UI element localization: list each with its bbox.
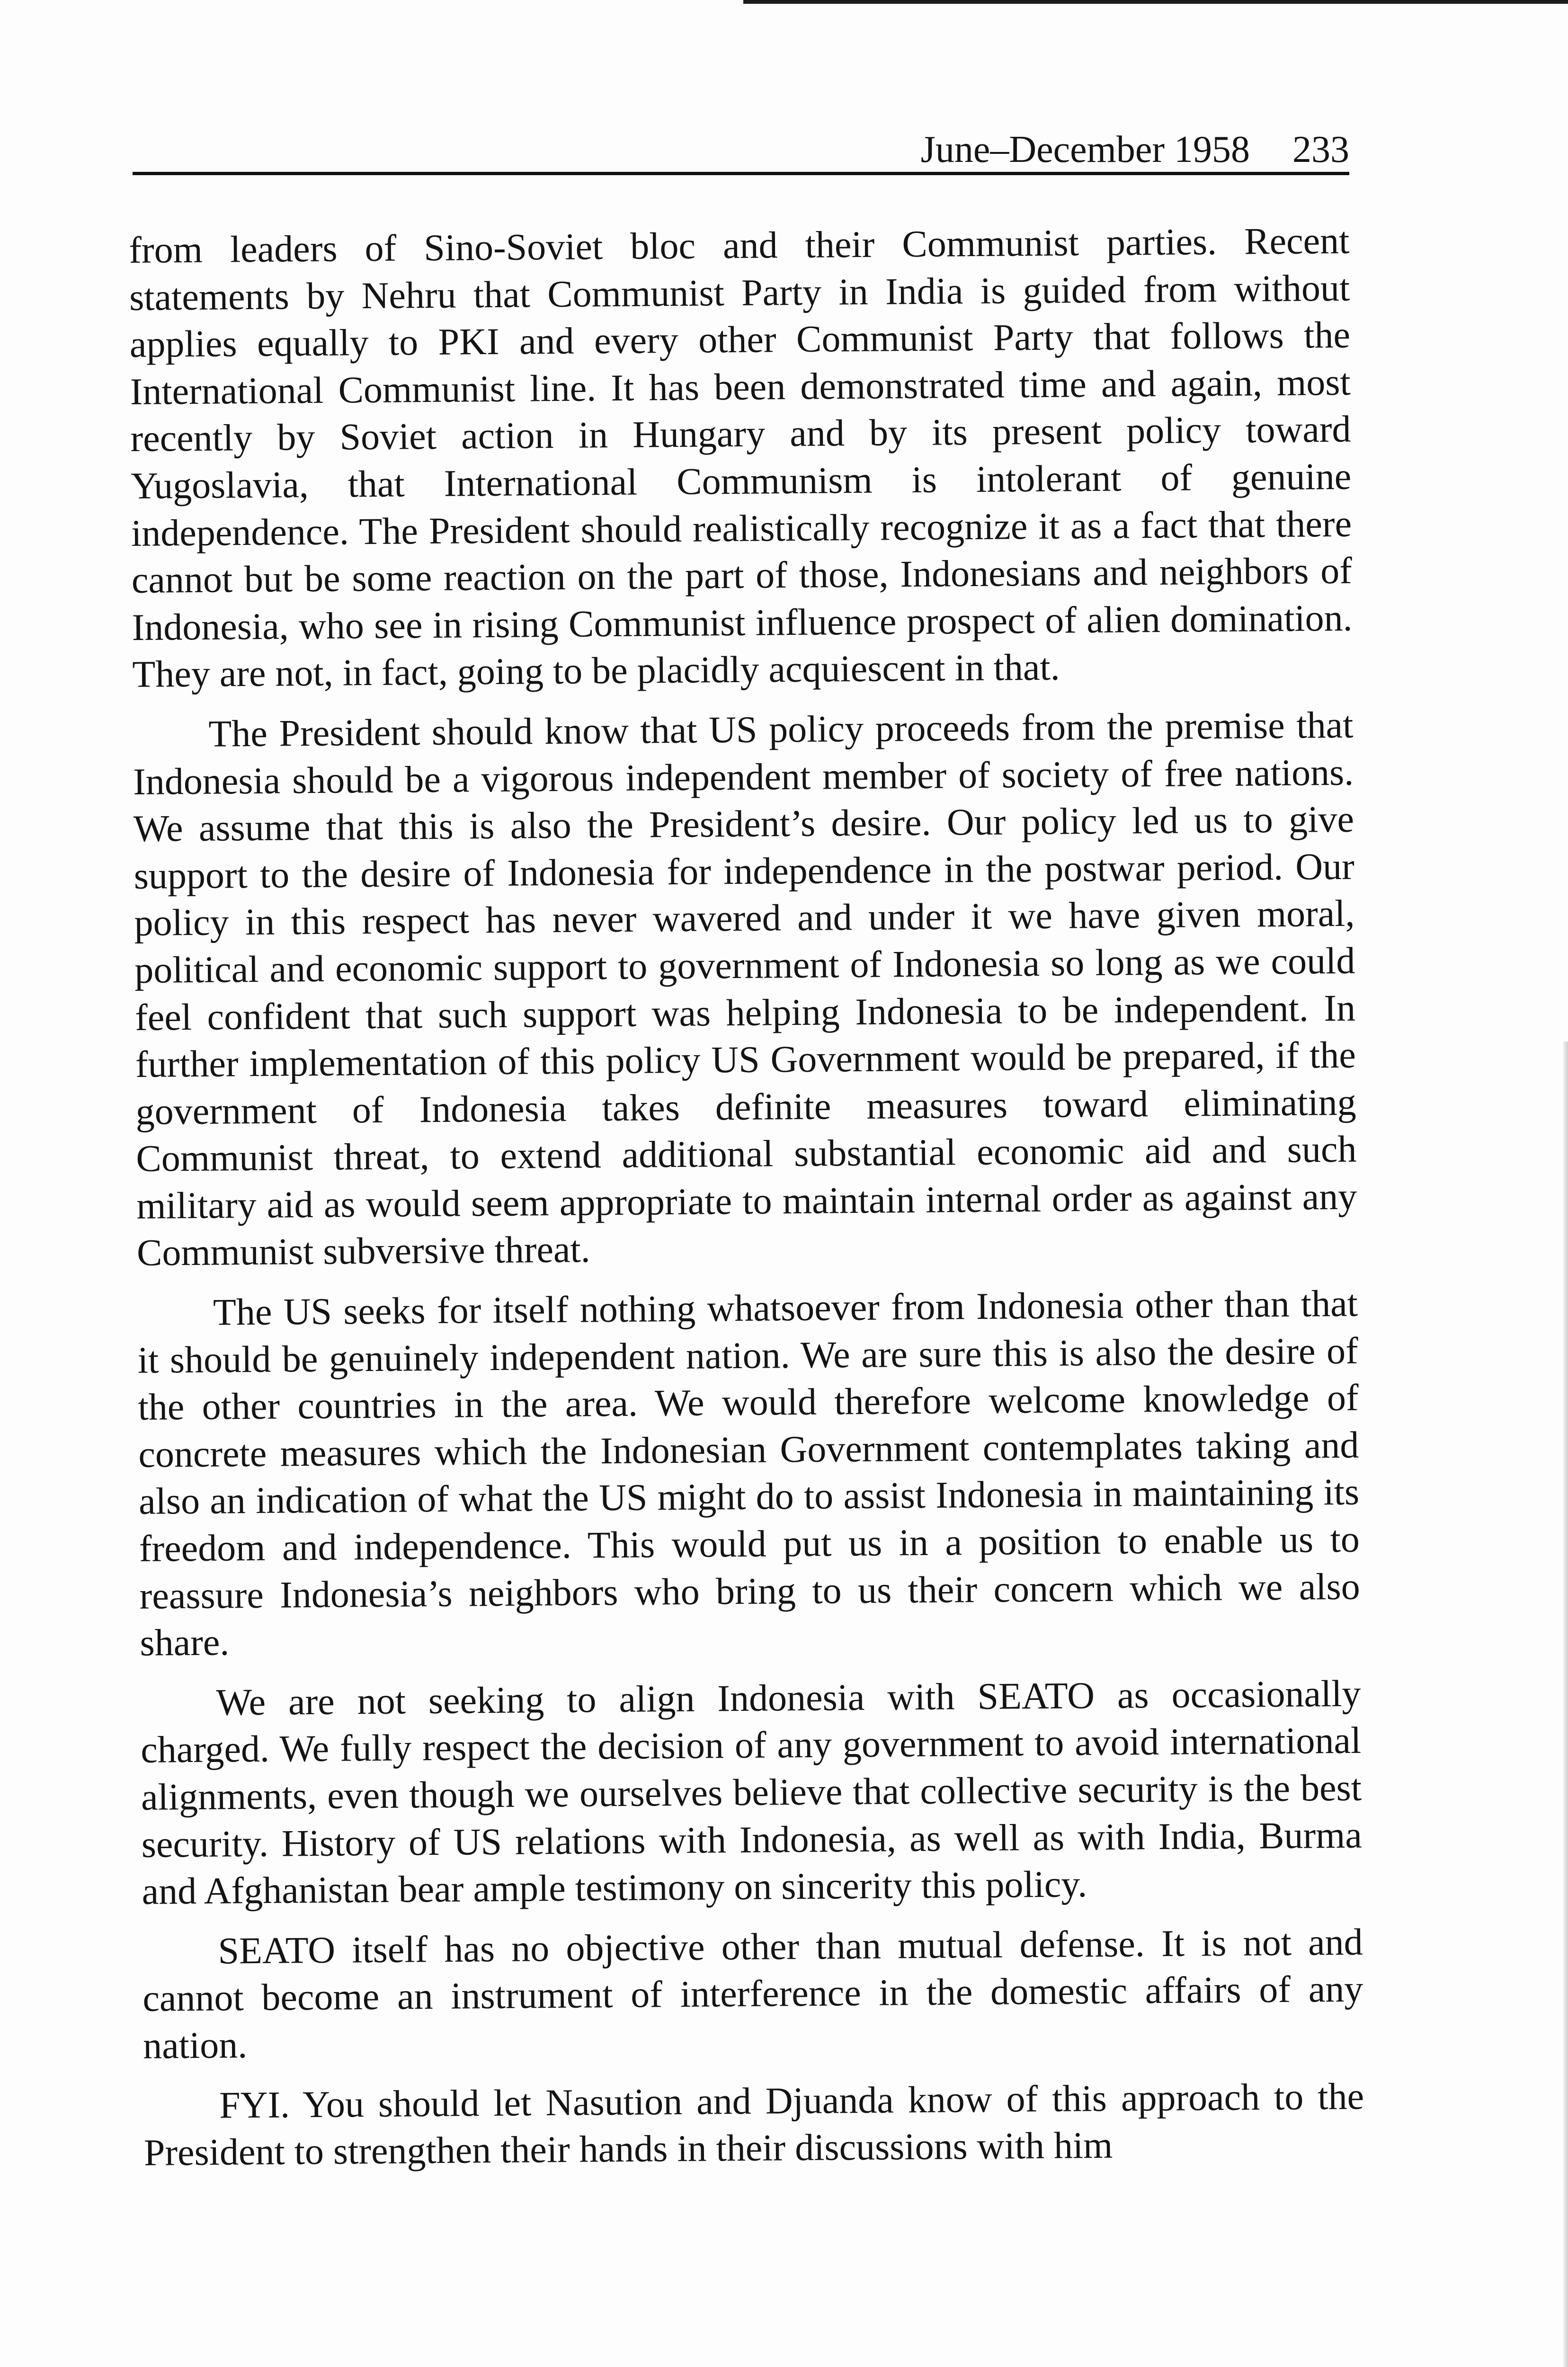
running-head-title: June–December 1958 bbox=[920, 129, 1250, 170]
header-rule bbox=[133, 172, 1349, 175]
paragraph-seato-defense: SEATO itself has no objective other than mutual defense. It is not and cannot become an instrument of interference in the domestic affairs of any nation. bbox=[143, 1921, 1363, 2067]
paragraph-fyi: FYI. You should let Nasution and Djuanda know of this approach to the President to strengthen their hands in their discussions with him bbox=[143, 2075, 1364, 2174]
paragraph-seato-align: We are not seeking to align Indonesia with SEATO as occasionally charged. We fully respect the decision of any government to avoid international alignments, even though we ourselves believe that collective security is the best security. History of US relations with Indonesia, as well as with India, Burma and Afghanistan bear ample testimony on sincerity this policy. bbox=[140, 1673, 1363, 1913]
body-text bbox=[129, 218, 1364, 2190]
running-head bbox=[133, 114, 1349, 175]
scan-top-edge bbox=[743, 0, 1568, 4]
paragraph-us-policy: The President should know that US policy proceeds from the premise that Indonesia should be a vigorous independent member of society of free nations. We assume that this is also the President’s desire. Our policy led us to give support to the desire of Indonesia for independence in the postwar period. Our policy in this respect has never wavered and under it we have given moral, political and economic support to government of Indonesia so long as we could feel confident that such support was helping Indonesia to be independent. In further implementation of this policy US Government would be prepared, if the government of Indonesia takes definite measures toward eliminating Communist threat, to extend additional substantial economic aid and such military aid as would seem appropriate to maintain internal order as against any Communist subversive threat. bbox=[133, 704, 1357, 1274]
scan-right-edge bbox=[1563, 1041, 1568, 2367]
page-number: 233 bbox=[1292, 129, 1349, 170]
paragraph-continuation: from leaders of Sino-Soviet bloc and their Communist parties. Recent statements by Nehru that Communist Party in India is guided from without applies equally to PKI and every other Communist Party that follows the International Communist line. It has been demonstrated time and again, most recently by Soviet action in Hungary and by its present policy toward Yugoslavia, that International Communism is intolerant of genuine independence. The President should realistically recognize it as a fact that there cannot but be some reaction on the part of those, Indonesians and neighbors of Indonesia, who see in rising Communist influence prospect of alien domination. They are not, in fact, going to be placidly acquiescent in that. bbox=[129, 220, 1353, 696]
paragraph-us-seeks: The US seeks for itself nothing whatsoever from Indonesia other than that it should be genuinely independent nation. We are sure this is also the desire of the other countries in the area. We would therefore welcome knowledge of concrete measures which the Indonesian Government contemplates taking and also an indication of what the US might do to assist Indonesia in maintaining its freedom and independence. This would put us in a position to enable us to reassure Indonesia’s neighbors who bring to us their concern which we also share. bbox=[137, 1282, 1360, 1664]
